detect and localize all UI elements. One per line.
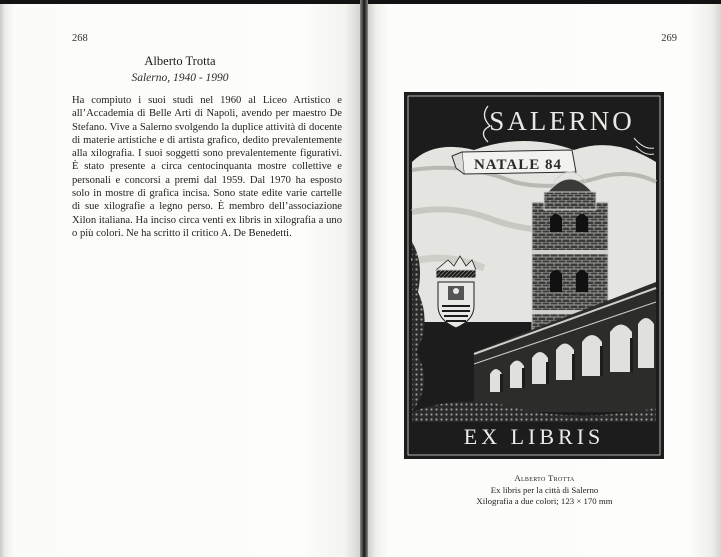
coat-of-arms-emblem	[436, 256, 476, 328]
caption-technique-line: Xilografia a due colori; 123 × 170 mm	[476, 496, 613, 506]
ex-libris-woodcut-plate	[404, 92, 664, 459]
book-gutter	[360, 0, 368, 557]
right-page	[368, 4, 721, 557]
author-dates-subtitle: Salerno, 1940 - 1990	[131, 72, 229, 84]
author-name-heading: Alberto Trotta	[144, 54, 216, 68]
left-page-number: 268	[72, 33, 88, 44]
plate-bottom-text: EX LIBRIS	[463, 424, 605, 449]
caption-title-line: Ex libris per la città di Salerno	[490, 484, 599, 495]
caption-artist-name: Alberto Trotta	[514, 473, 575, 483]
plate-caption	[368, 473, 721, 508]
left-page	[0, 4, 360, 557]
plate-banner-text: NATALE 84	[473, 157, 563, 173]
woodcut-illustration	[404, 92, 664, 459]
biography-paragraph: Ha compiuto i suoi studi nel 1960 al Liceo Artistico e all’Accademia di Belle Arti di Napoli, avendo per maestro De Stefano. Vive a Salerno svolgendo la duplice attività di docente di materie artistiche e di artista grafico, dedito prevalentemente alla xilografia. I suoi soggetti sono prevalentemente figurativi. È stato presente a circa centocinquanta mostre collettive e personali e concorsi a premi dal 1959. Dal 1970 ha esposto solo in mostre di grafica incisa. Sono state edite varie cartelle di sue xilografie a legno perso. È membro dell’associazione Xilon italiana. Ha inciso circa venti ex libris in xilografia a uno o più colori. Ne ha scritto il critico A. De Benedetti.	[72, 95, 342, 239]
right-page-number: 269	[661, 33, 677, 44]
plate-top-text: SALERNO	[489, 106, 635, 136]
